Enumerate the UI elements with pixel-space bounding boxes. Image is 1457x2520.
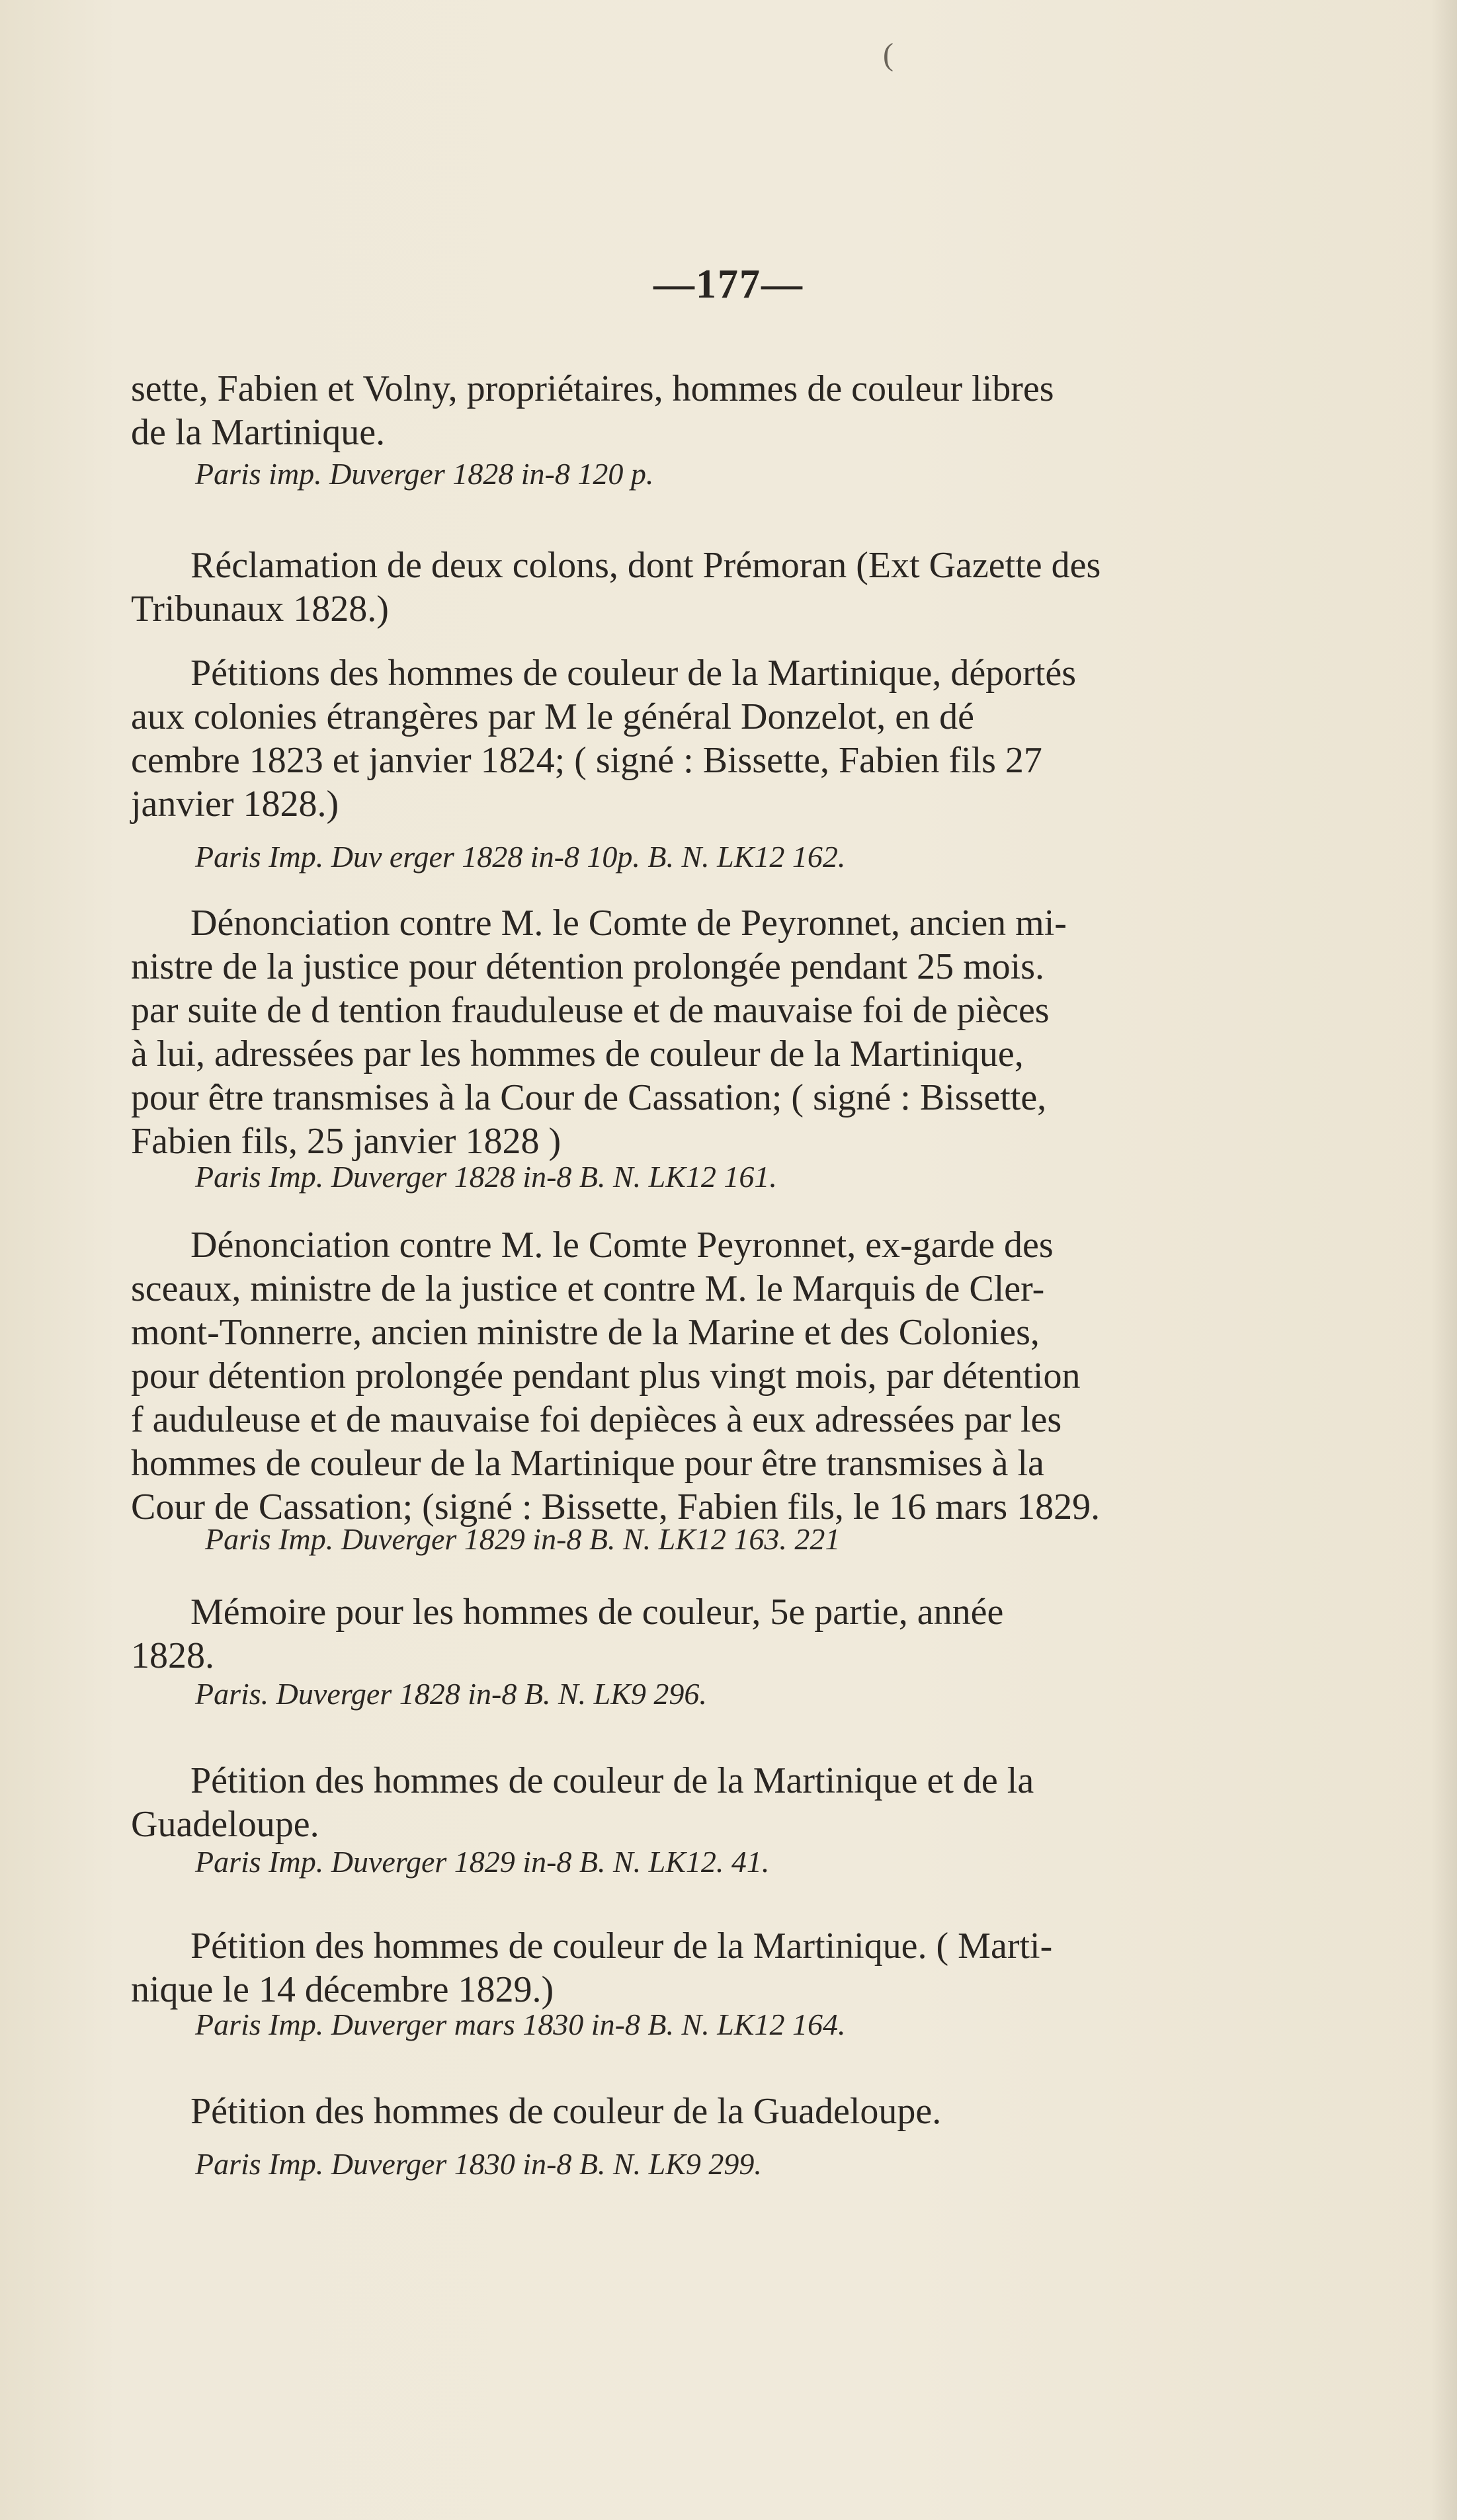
entry-line: Cour de Cassation; (signé : Bissette, Fabien fils, le 16 mars 1829. (131, 1486, 1101, 1527)
entry-line: à lui, adressées par les hommes de couleur de la Martinique, (131, 1034, 1024, 1075)
entry-line: pour être transmises à la Cour de Cassation; ( signé : Bissette, (131, 1077, 1047, 1118)
entry-line: nistre de la justice pour détention prolongée pendant 25 mois. (131, 946, 1044, 987)
entry-line: 1828. (131, 1635, 214, 1676)
entry-3-imprint: Paris Imp. Duv erger 1828 in-8 10p. B. N. LK12 162. (195, 840, 846, 874)
entry-line: Dénonciation contre M. le Comte Peyronnet, ex-garde des (190, 1225, 1054, 1266)
stray-mark: ( (883, 37, 894, 72)
entry-6-imprint: Paris. Duverger 1828 in-8 B. N. LK9 296. (195, 1677, 707, 1711)
entry-line: Mémoire pour les hommes de couleur, 5e partie, année (190, 1592, 1004, 1633)
entry-line: aux colonies étrangères par M le général Donzelot, en dé (131, 696, 975, 737)
entry-line: Pétition des hommes de couleur de la Martinique et de la (190, 1760, 1034, 1801)
page-number: —177— (653, 262, 804, 307)
entry-4-text (131, 901, 1272, 1163)
entry-2-text (131, 544, 1272, 631)
entry-line: Pétition des hommes de couleur de la Guadeloupe. (190, 2091, 942, 2132)
entry-line: Fabien fils, 25 janvier 1828 ) (131, 1121, 562, 1162)
entry-1-imprint: Paris imp. Duverger 1828 in-8 120 p. (195, 457, 654, 491)
page-edge-shadow (1431, 0, 1457, 2520)
entry-line: pour détention prolongée pendant plus vingt mois, par détention (131, 1356, 1081, 1397)
entry-line: sette, Fabien et Volny, propriétaires, hommes de couleur libres (131, 368, 1054, 409)
entry-line: Guadeloupe. (131, 1804, 319, 1845)
entry-line: Tribunaux 1828.) (131, 589, 389, 630)
entry-line: Dénonciation contre M. le Comte de Peyronnet, ancien mi- (190, 903, 1067, 944)
entry-line: janvier 1828.) (131, 784, 339, 825)
entry-9-imprint: Paris Imp. Duverger 1830 in-8 B. N. LK9 299. (195, 2147, 762, 2181)
entry-line: par suite de d tention frauduleuse et de mauvaise foi de pièces (131, 990, 1050, 1031)
entry-line: mont-Tonnerre, ancien ministre de la Marine et des Colonies, (131, 1312, 1040, 1353)
entry-8-imprint: Paris Imp. Duverger mars 1830 in-8 B. N. LK12 164. (195, 2008, 846, 2041)
entry-4-imprint: Paris Imp. Duverger 1828 in-8 B. N. LK12 161. (195, 1160, 777, 1194)
entry-line: Pétition des hommes de couleur de la Martinique. ( Marti- (190, 1926, 1053, 1967)
entry-3-text (131, 651, 1272, 826)
entry-line: Pétitions des hommes de couleur de la Martinique, déportés (190, 653, 1077, 694)
entry-line: hommes de couleur de la Martinique pour être transmises à la (131, 1443, 1044, 1484)
entry-7-text (131, 1759, 1272, 1846)
entry-line: de la Martinique. (131, 412, 386, 453)
entry-line: Réclamation de deux colons, dont Prémoran (Ext Gazette des (190, 545, 1101, 586)
entry-8-text (131, 1924, 1272, 2012)
entry-line: f auduleuse et de mauvaise foi depièces à eux adressées par les (131, 1399, 1062, 1440)
entry-line: cembre 1823 et janvier 1824; ( signé : Bissette, Fabien fils 27 (131, 740, 1042, 781)
entry-line: nique le 14 décembre 1829.) (131, 1969, 554, 2010)
entry-9-text (131, 2090, 1272, 2133)
entry-7-imprint: Paris Imp. Duverger 1829 in-8 B. N. LK12. 41. (195, 1845, 770, 1879)
entry-5-text (131, 1223, 1272, 1529)
entry-1-text (131, 367, 1272, 454)
entry-5-imprint: Paris Imp. Duverger 1829 in-8 B. N. LK12 163. 221 (205, 1522, 841, 1556)
entry-line: sceaux, ministre de la justice et contre M. le Marquis de Cler- (131, 1268, 1045, 1309)
entry-6-text (131, 1590, 1272, 1678)
